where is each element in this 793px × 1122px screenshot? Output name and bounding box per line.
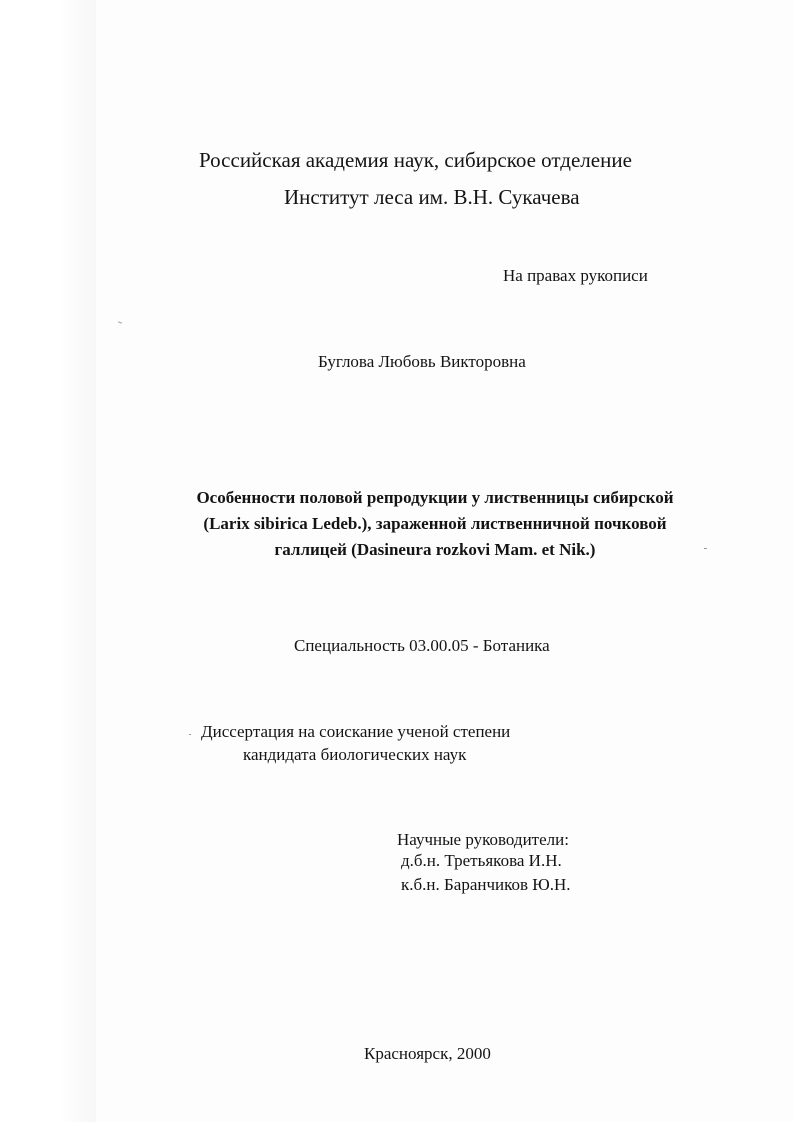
author-name: Буглова Любовь Викторовна — [318, 352, 526, 371]
degree-line-1: Диссертация на соискание ученой степени — [201, 722, 511, 741]
institute-name: Институт леса им. В.Н. Сукачева — [284, 185, 580, 209]
supervisor-name: д.б.н. Третьякова И.Н. — [401, 851, 562, 870]
organization-name: Российская академия наук, сибирское отделение — [199, 148, 632, 172]
scan-speck — [189, 734, 191, 735]
dissertation-title — [130, 485, 740, 563]
supervisor-name: к.б.н. Баранчиков Ю.Н. — [401, 875, 571, 894]
title-line: галлицей (Dasineura rozkovi Mam. et Nik.) — [274, 540, 596, 559]
supervisors-heading: Научные руководители: — [397, 830, 569, 849]
city-year: Красноярск, 2000 — [364, 1044, 491, 1063]
title-line: Особенности половой репродукции у лиственницы сибирской — [196, 488, 674, 507]
rights-note: На правах рукописи — [503, 266, 648, 285]
degree-line-2: кандидата биологических наук — [243, 745, 467, 764]
scan-speck — [704, 548, 707, 549]
title-line: (Larix sibirica Ledeb.), зараженной лиственничной почковой — [203, 514, 667, 533]
scan-speck — [118, 321, 122, 323]
scan-margin — [0, 0, 96, 1122]
specialty: Специальность 03.00.05 - Ботаника — [294, 636, 550, 655]
